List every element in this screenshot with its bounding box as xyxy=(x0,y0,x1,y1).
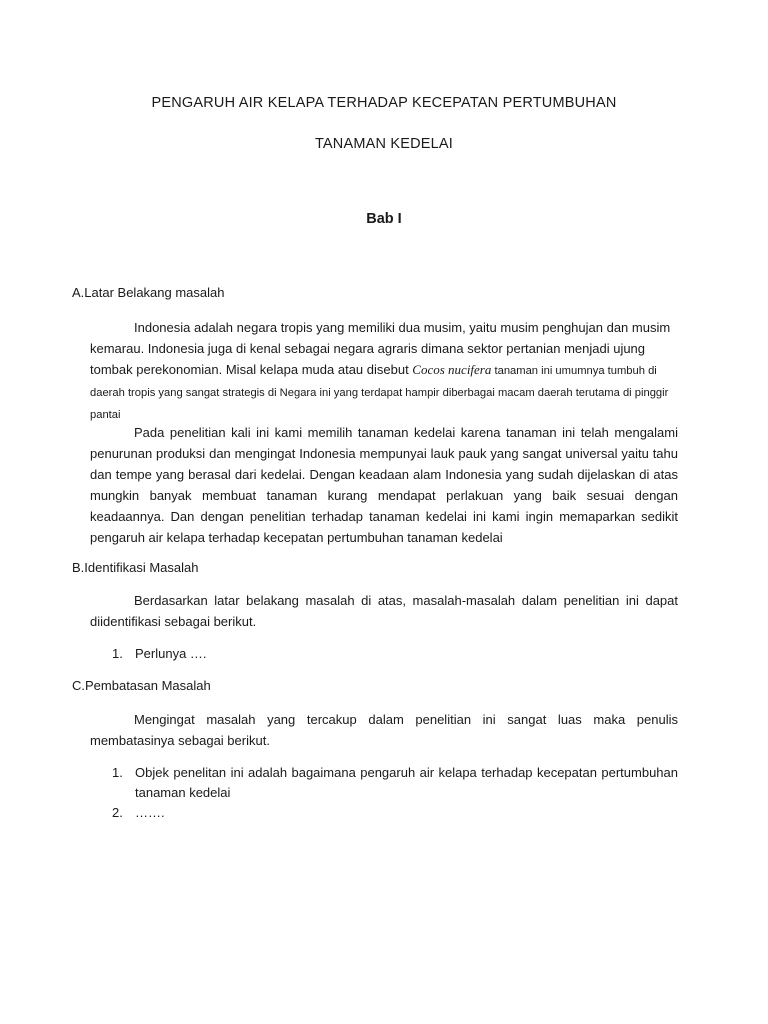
chapter-heading: Bab I xyxy=(366,211,402,227)
section-a-paragraph-1-tail: tanaman ini umumnya tumbuh di daerah tropis yang sangat strategis di Negara ini yang terdapat hampir diberbagai macam daerah terutama di pinggir pantai xyxy=(90,365,669,421)
section-a-heading: A.Latar Belakang masalah xyxy=(72,285,225,300)
list-item xyxy=(112,803,678,823)
list-item-number: 1. xyxy=(112,646,123,661)
section-a-paragraph-1 xyxy=(90,317,678,425)
list-item-number: 2. xyxy=(112,805,123,820)
document-title-line-1: PENGARUH AIR KELAPA TERHADAP KECEPATAN PERTUMBUHAN xyxy=(151,95,617,111)
section-c-heading: C.Pembatasan Masalah xyxy=(72,678,211,693)
list-item xyxy=(112,763,678,803)
section-b-paragraph-1: Berdasarkan latar belakang masalah di atas, masalah-masalah dalam penelitian ini dapat diidentifikasi sebagai berikut. xyxy=(90,593,678,629)
document-title-line-2: TANAMAN KEDELAI xyxy=(314,136,454,152)
species-name: Cocos nucifera xyxy=(412,362,492,377)
section-b-heading: B.Identifikasi Masalah xyxy=(72,560,199,575)
list-item xyxy=(112,644,678,664)
section-a-paragraph-2: Pada penelitian kali ini kami memilih tanaman kedelai karena tanaman ini telah mengalami penurunan produksi dan mengingat Indonesia mempunyai lauk pauk yang sangat universal yaitu tahu dan tempe yang berasal dari kedelai. Dengan keadaan alam Indonesia yang sudah dijelaskan di atas mungkin banyak membuat tanaman kurang mendapat perlakuan yang baik sesuai dengan keadaannya. Dan dengan penelitian terhadap tanaman kedelai ini kami ingin memaparkan sedikit pengaruh air kelapa terhadap kecepatan pertumbuhan tanaman kedelai xyxy=(90,425,678,545)
list-item-text: Objek penelitan ini adalah bagaimana pengaruh air kelapa terhadap kecepatan pertumbuhan tanaman kedelai xyxy=(135,765,678,800)
list-item-number: 1. xyxy=(112,765,123,780)
section-c-paragraph-1: Mengingat masalah yang tercakup dalam penelitian ini sangat luas maka penulis membatasinya sebagai berikut. xyxy=(90,712,678,748)
list-item-text: Perlunya …. xyxy=(135,646,207,661)
section-a-paragraph-1-text: Indonesia adalah negara tropis yang memiliki dua musim, yaitu musim penghujan dan musim kemarau. Indonesia juga di kenal sebagai negara agraris dimana sektor pertanian menjadi ujung tombak perekonomian. Misal kelapa muda atau disebut xyxy=(90,320,671,377)
list-item-text: ……. xyxy=(135,805,165,820)
